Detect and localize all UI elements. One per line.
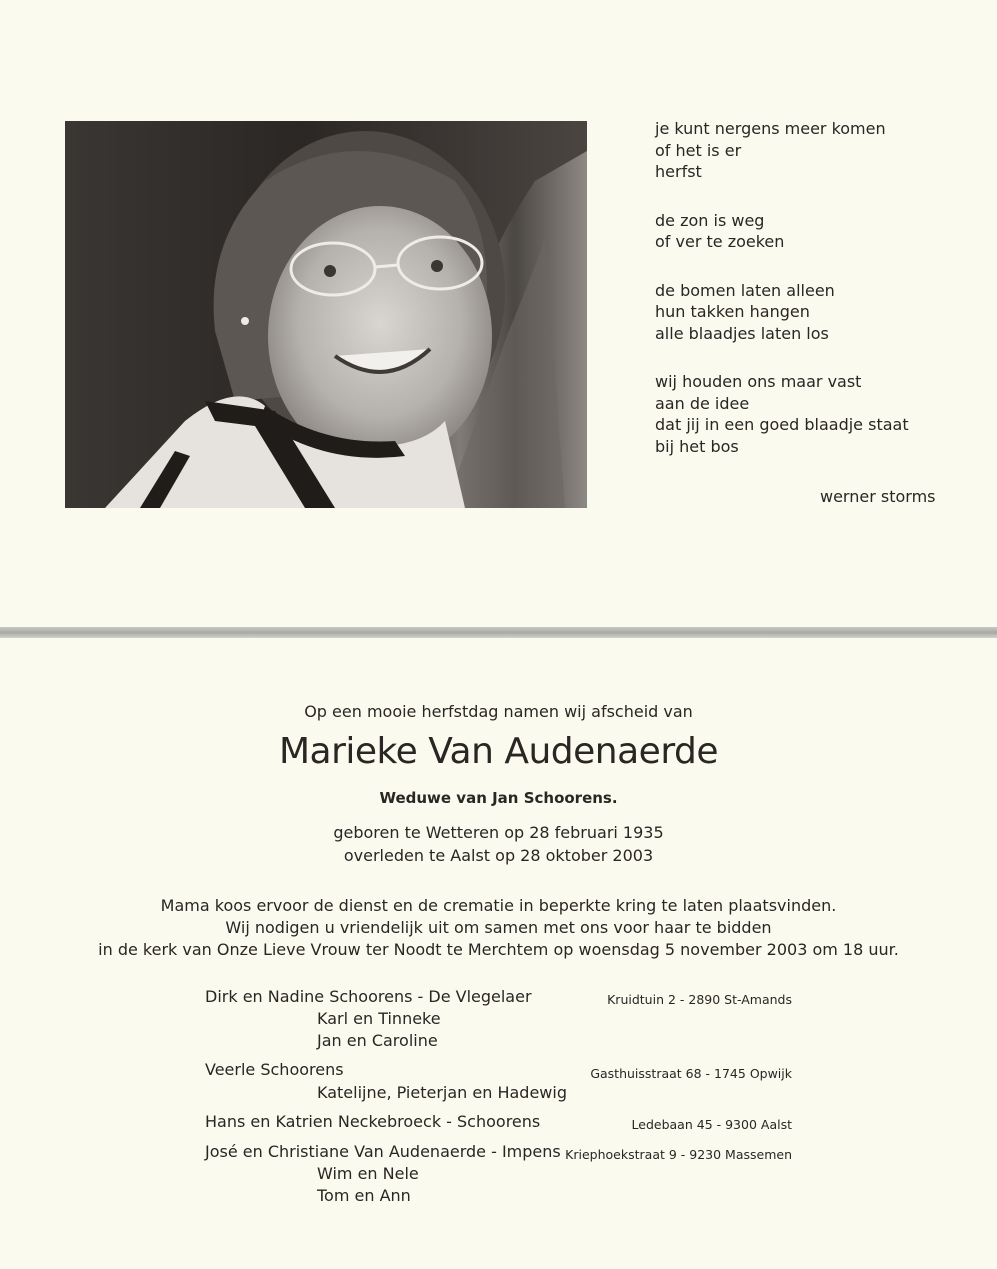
death-text: overleden te Aalst op 28 oktober 2003 (343, 846, 654, 865)
poem-stanza (655, 210, 975, 253)
family-children: Wim en Nele (317, 1164, 419, 1183)
poem-author: werner storms (820, 487, 936, 506)
message-line: Wij nodigen u vriendelijk uit om samen met ons voor haar te bidden (225, 918, 772, 937)
poem (655, 118, 975, 484)
poem-line: of het is er (655, 140, 742, 160)
family-name: José en Christiane Van Audenaerde - Impens (205, 1142, 561, 1161)
family-children: Tom en Ann (317, 1186, 411, 1205)
card-bottom-panel (0, 638, 997, 1269)
family-children: Karl en Tinneke (317, 1009, 441, 1028)
card-fold-divider (0, 627, 997, 638)
family-address: Ledebaan 45 - 9300 Aalst (631, 1117, 792, 1132)
poem-line: aan de idee (655, 393, 750, 413)
family-children: Katelijne, Pieterjan en Hadewig (317, 1083, 567, 1102)
family-address: Gasthuisstraat 68 - 1745 Opwijk (590, 1066, 792, 1081)
card-top-panel (0, 0, 997, 627)
family-address: Kriephoekstraat 9 - 9230 Massemen (565, 1147, 792, 1162)
widow-of-text: Weduwe van Jan Schoorens. (379, 789, 618, 807)
poem-line: herfst (655, 162, 702, 181)
poem-line: dat jij in een goed blaadje staat (655, 415, 909, 434)
poem-line: bij het bos (655, 436, 739, 456)
birth-text: geboren te Wetteren op 28 februari 1935 (333, 823, 664, 842)
poem-stanza (655, 371, 975, 457)
deceased-name: Marieke Van Audenaerde (278, 731, 719, 772)
poem-line: hun takken hangen (655, 302, 810, 321)
poem-line: de zon is weg (655, 210, 765, 230)
family-name: Veerle Schoorens (205, 1060, 344, 1079)
family-address: Kruidtuin 2 - 2890 St-Amands (607, 992, 792, 1007)
intro-text: Op een mooie herfstdag namen wij afscheid van (304, 702, 693, 721)
message-line: Mama koos ervoor de dienst en de crematie in beperkte kring te laten plaatsvinden. (160, 896, 837, 915)
poem-line: wij houden ons maar vast (655, 372, 862, 391)
message-line: in de kerk van Onze Lieve Vrouw ter Noodt te Merchtem op woensdag 5 november 2003 om 18 uur. (98, 940, 899, 959)
poem-line: de bomen laten alleen (655, 280, 835, 300)
poem-line: of ver te zoeken (655, 232, 785, 251)
portrait-photo (65, 121, 587, 508)
family-name: Dirk en Nadine Schoorens - De Vlegelaer (205, 987, 532, 1006)
poem-line: alle blaadjes laten los (655, 323, 829, 343)
family-name: Hans en Katrien Neckebroeck - Schoorens (205, 1112, 541, 1131)
poem-stanza (655, 118, 975, 183)
poem-stanza (655, 280, 975, 345)
family-children: Jan en Caroline (317, 1031, 438, 1050)
poem-line: je kunt nergens meer komen (655, 119, 886, 138)
